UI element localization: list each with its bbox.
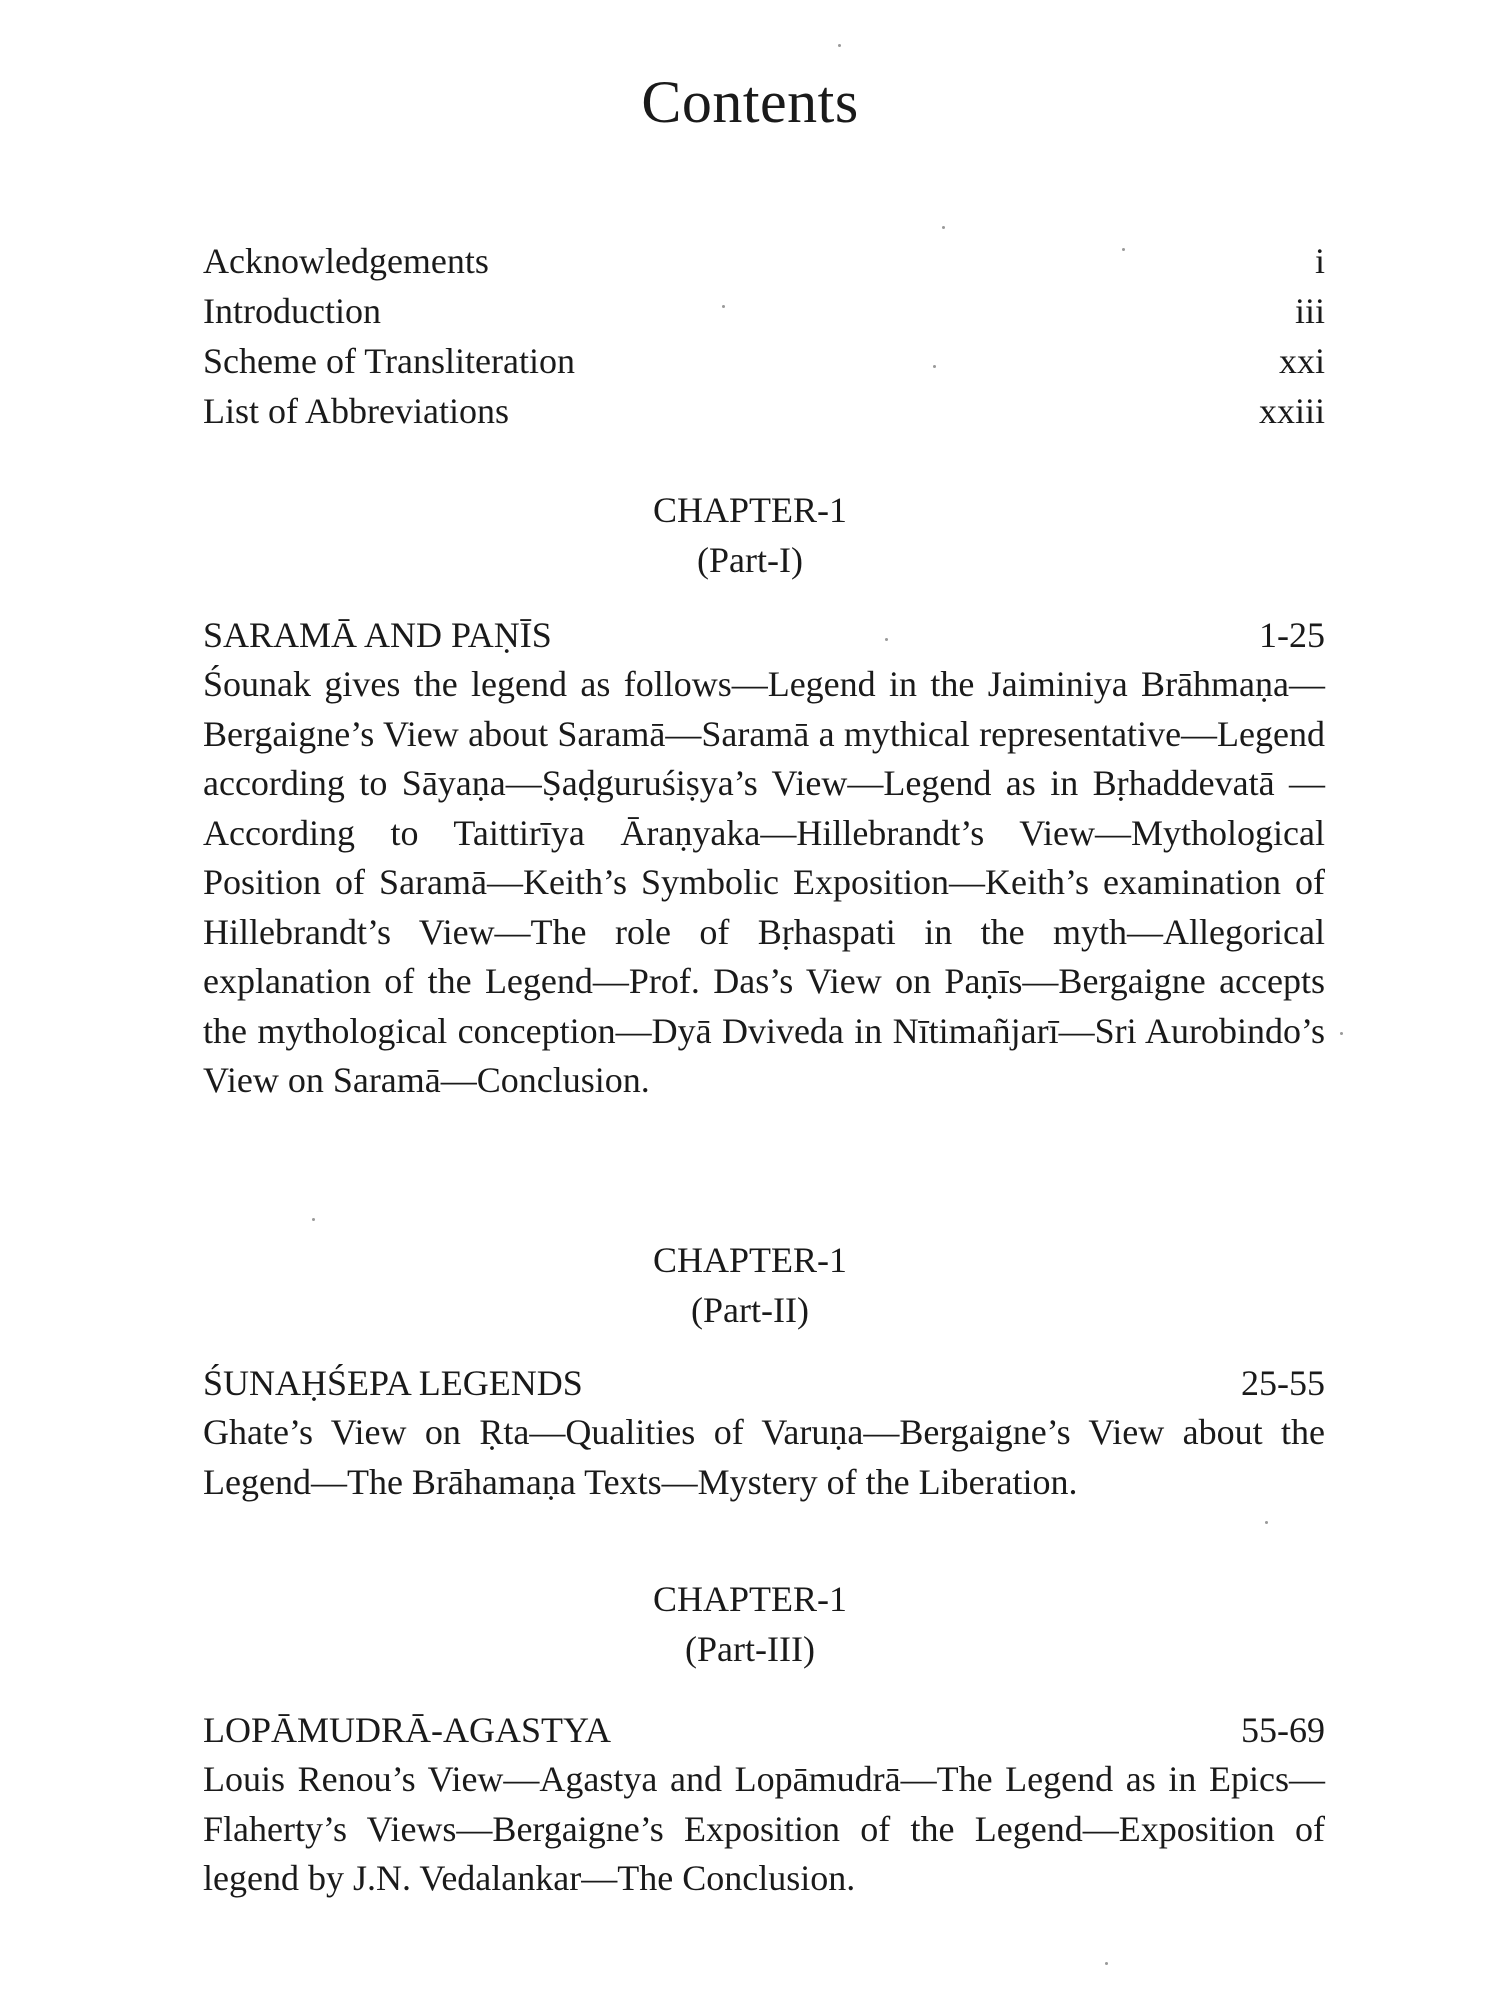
page-title: Contents (641, 69, 859, 135)
entry-page: iii (1294, 291, 1325, 331)
entry-pages: 1-25 (1259, 615, 1325, 655)
scan-speck (1105, 1962, 1108, 1965)
entry-label: Introduction (203, 291, 381, 331)
scan-speck (722, 305, 725, 308)
entry-heading-row (203, 1705, 1325, 1755)
entry-page: i (1314, 241, 1325, 281)
scan-speck (838, 44, 841, 47)
entry-pages: 25-55 (1241, 1363, 1325, 1403)
entry-label: List of Abbreviations (203, 391, 509, 431)
scan-speck (312, 1218, 315, 1221)
part-label: (Part-III) (685, 1629, 815, 1669)
chapter-label: CHAPTER-1 (652, 1579, 847, 1619)
scan-speck (933, 365, 936, 368)
entry-heading-row (203, 610, 1325, 660)
scan-speck (1265, 1521, 1268, 1524)
scan-speck (942, 226, 945, 229)
entry-description: Śounak gives the legend as follows—Legend in the Jaiminiya Brāhmaṇa—Bergaigne’s View about Saramā—Saramā a mythical representative—Legend according to Sāyaṇa—Ṣaḍguruśiṣya’s View—Legend as in Bṛhaddevatā —According to Taittirīya Āraṇyaka—Hillebrandt’s View—Mythological Position of Saramā—Keith’s Symbolic Exposition—Keith’s examination of Hillebrandt’s View—The role of Bṛhaspati in the myth—Allegorical explanation of the Legend—Prof. Das’s View on Paṇīs—Bergaigne accepts the mythological conception—Dyā Dviveda in Nītimañjarī—Sri Aurobindo’s View on Saramā—Conclusion. (203, 664, 1325, 1100)
part-label: (Part-I) (697, 540, 803, 580)
scan-speck (1122, 248, 1125, 251)
front-matter-entry (203, 336, 1325, 386)
chapter-label: CHAPTER-1 (652, 1240, 847, 1280)
entry-heading: LOPĀMUDRĀ-AGASTYA (203, 1710, 612, 1750)
front-matter-list (203, 236, 1325, 436)
entry-heading: ŚUNAḤŚEPA LEGENDS (203, 1363, 583, 1403)
chapter-heading (0, 1235, 1500, 1335)
entry-pages: 55-69 (1241, 1710, 1325, 1750)
scan-speck (885, 638, 888, 641)
toc-entry (203, 1705, 1325, 1904)
entry-label: Scheme of Transliteration (203, 341, 575, 381)
entry-page: xxi (1278, 341, 1325, 381)
front-matter-entry (203, 286, 1325, 336)
scan-speck (1340, 1032, 1343, 1035)
entry-heading: SARAMĀ AND PAṆĪS (203, 615, 552, 655)
chapter-label: CHAPTER-1 (652, 490, 847, 530)
part-label: (Part-II) (691, 1290, 809, 1330)
entry-description: Ghate’s View on Ṛta—Qualities of Varuṇa—Bergaigne’s View about the Legend—The Brāhamaṇa Texts—Mystery of the Liberation. (203, 1412, 1325, 1502)
entry-heading-row (203, 1358, 1325, 1408)
entry-description: Louis Renou’s View—Agastya and Lopāmudrā—The Legend as in Epics—Flaherty’s Views—Bergaigne’s Exposition of the Legend—Exposition of legend by J.N. Vedalankar—The Conclusion. (203, 1759, 1325, 1898)
chapter-heading (0, 1574, 1500, 1674)
entry-label: Acknowledgements (203, 241, 489, 281)
toc-entry (203, 1358, 1325, 1507)
chapter-heading (0, 485, 1500, 585)
front-matter-entry (203, 236, 1325, 286)
toc-entry (203, 610, 1325, 1106)
front-matter-entry (203, 386, 1325, 436)
entry-page: xxiii (1258, 391, 1325, 431)
